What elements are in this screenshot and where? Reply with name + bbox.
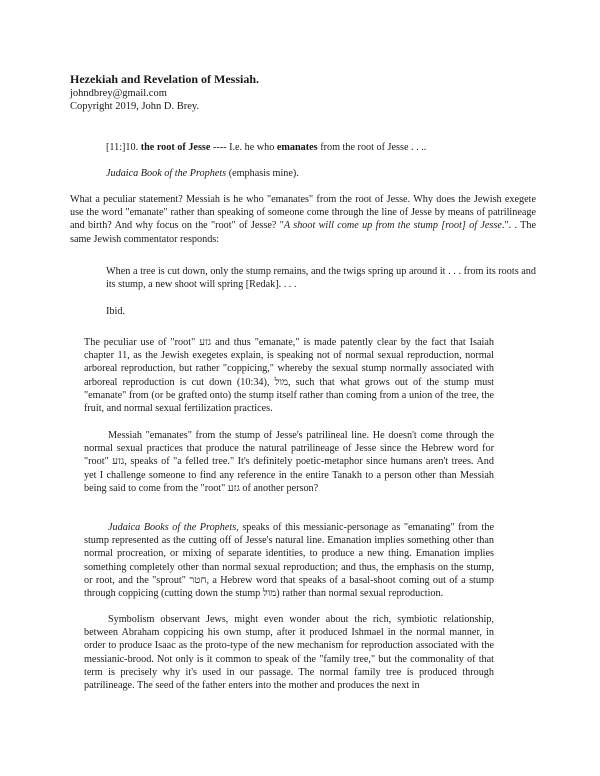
block-quote: When a tree is cut down, only the stump remains, and the twigs spring up around it . . . from its roots and its stump, a new shoot will spring [Redak]. . . . — [106, 266, 536, 291]
paragraph-2: The peculiar use of "root" גזע and thus "emanate," is made patently clear by the fact that Isaiah chapter 11, as the Jewish exegetes explain, is speaking not of normal sexual reproduction, normal arboreal reproduction, but rather "coppicing," whereby the sexual stump normally associated with arboreal reproduction is cut down (10:34), מול, such that what grows out of the stump must "emanate" from (or be grafted onto) the stump itself rather than coming from a union of the tree, the fruit, and normal sexual fertilization practices. — [84, 337, 495, 415]
paragraph-1-italic: A shoot will come up from the stump [root] of Jesse — [283, 220, 502, 232]
paragraph-4 — [84, 521, 494, 600]
verse-mid: ---- I.e. he who — [210, 142, 277, 153]
source-title: Judaica Book of the Prophets — [106, 168, 227, 179]
verse-bold-root: the root of Jesse — [140, 142, 211, 153]
paragraph-3: Messiah "emanates" from the stump of Jesse's patrilineal line. He doesn't come through the normal sexual practices that produce the natural patrilineage of Jesse since the Hebrew word for "root" גזע, speaks of "a felled tree." It's definitely poetic-metaphor since humans aren't trees. And yet I challenge someone to find any reference in the entire Tanakh to a person other than Messiah being said to come from the "root" גזע of another person? — [84, 430, 494, 494]
verse-quote — [106, 141, 546, 154]
source-note: (emphasis mine). — [226, 168, 299, 179]
verse-ref: [11:]10. — [106, 142, 139, 153]
author-email: johndbrey@gmail.com — [70, 88, 167, 99]
paragraph-5: Symbolism observant Jews, might even wonder about the rich, symbiotic relationship, between Abraham coppicing his own stump, after it produced Ishmael in the normal manner, in order to produce Isaac as the proto-type of the new mechanism for reproduction associated with the messianic-brood. Not only is it common to speak of the "family tree," but the commonality of that term is precisely why it's used in our passage. The normal family tree is produced through patrilineage. The seed of the father enters into the mother and produces the next in — [84, 614, 494, 692]
copyright-line: Copyright 2019, John D. Brey. — [70, 101, 200, 112]
verse-end: from the root of Jesse . . .. — [317, 142, 427, 153]
document-title: Hezekiah and Revelation of Messiah. — [70, 72, 259, 86]
verse-bold-emanates: emanates — [276, 142, 318, 153]
paragraph-4-text: speaks of this messianic-personage as "emanating" from the stump represented as the cutting off of Jesse's natural line. Emanation implies something other than normal procreation, or mixing of separate identities, to produce a new thing. Emanation implies something completely other than normal sexual reproduction; and thus, the emphasis on the stump, or root, and the "sprout" חטר, a Hebrew word that speaks of a basal-shoot coming out of a stump through coppicing (cutting down the stump מול) rather than normal sexual reproduction. — [84, 522, 494, 600]
paragraph-1 — [70, 193, 536, 246]
ibid-citation: Ibid. — [106, 306, 125, 317]
paragraph-1-end: .". . The same Jewish commentator responds: — [70, 220, 536, 245]
source-citation — [106, 167, 526, 180]
paragraph-4-italic: Judaica Books of the Prophets, — [108, 522, 239, 533]
paragraph-1-text: What a peculiar statement? Messiah is he who "emanates" from the root of Jesse. Why does the Jewish exegete use the word "emanate" rather than speaking of someone come through the line of Jesse by means of patrilineage and birth? And why focus on the "root" of Jesse? " — [70, 194, 536, 232]
